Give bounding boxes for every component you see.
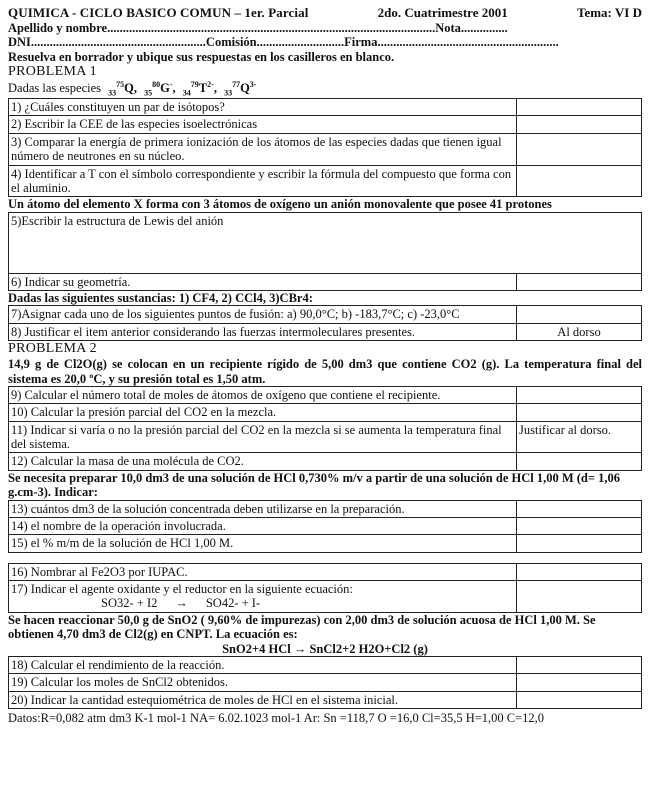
exam-title: QUIMICA - CICLO BASICO COMUN – 1er. Parcial <box>8 5 309 20</box>
question-row-1 <box>9 99 642 116</box>
firma-label: Firma <box>344 35 378 50</box>
question-19: 19) Calcular los moles de SnCl2 obtenidos. <box>9 674 517 691</box>
p2-table-d <box>8 656 642 709</box>
answer-box-7[interactable] <box>517 306 642 323</box>
question-row-16 <box>9 563 642 580</box>
question-4: 4) Identificar a T con el símbolo correspondiente y escribir la fórmula del compuesto que forma con el aluminio. <box>9 165 517 197</box>
species-q77: $_{33}^{77}Q^{3-}$ <box>224 80 257 98</box>
species-intro: Dadas las especies <box>8 81 102 96</box>
question-1: 1) ¿Cuáles constituyen un par de isótopos? <box>9 99 517 116</box>
question-9: 9) Calcular el número total de moles de átomos de oxígeno que contiene el recipiente. <box>9 386 517 403</box>
problema2-intro: 14,9 g de Cl2O(g) se colocan en un recipiente rígido de 5,00 dm3 que contiene CO2 (g). La temperatura final del sistema es 20,0 ºC, y su presión total es 1,50 atm. <box>8 357 642 386</box>
answer-box-4[interactable] <box>517 165 642 197</box>
question-12: 12) Calcular la masa de una molécula de CO2. <box>9 453 517 470</box>
answer-box-11[interactable]: Justificar al dorso. <box>517 421 642 453</box>
name-line[interactable]: Apellido y nombre.........................................................................................................Nota............... <box>8 20 508 35</box>
question-8: 8) Justificar el item anterior considerando las fuerzas intermoleculares presentes. <box>9 323 517 340</box>
species-line <box>8 80 642 98</box>
question-3: 3) Comparar la energía de primera ionización de los átomos de las especies dadas que tienen igual número de neutrones en su núcleo. <box>9 133 517 165</box>
redox-reactants: SO32- + I2 <box>101 596 158 611</box>
p2-table-b <box>8 500 642 553</box>
hcl-statement: Se necesita preparar 10,0 dm3 de una solución de HCl 0,730% m/v a partir de una solución de HCl 1,00 M (d= 1,06 g.cm-3). Indicar: <box>8 470 621 500</box>
answer-box-18[interactable] <box>517 656 642 673</box>
question-11: 11) Indicar si varía o no la presión parcial del CO2 en la mezcla si se aumenta la temperatura final del sistema. <box>9 421 517 453</box>
answer-box-8[interactable]: Al dorso <box>517 323 642 340</box>
p1-table-c <box>8 305 642 341</box>
datos-line: Datos:R=0,082 atm dm3 K-1 mol-1 NA= 6.02.1023 mol-1 Ar: Sn =118,7 O =16,0 Cl=35,5 H=1,00 C=12,0 <box>8 711 545 726</box>
answer-box-20[interactable] <box>517 691 642 708</box>
question-6: 6) Indicar su geometría. <box>9 273 517 290</box>
question-row-5 <box>9 212 642 273</box>
redox-products: SO42- + I- <box>205 596 261 611</box>
question-7: 7)Asignar cada uno de los siguientes puntos de fusión: a) 90,0°C; b) -183,7°C; c) -23,0°C <box>9 306 517 323</box>
species-t79: $_{34}^{79}T^{2-}$, <box>182 80 217 98</box>
question-13: 13) cuántos dm3 de la solución concentrada deben utilizarse en la preparación. <box>9 500 517 517</box>
question-row-17 <box>9 581 642 613</box>
question-row-14 <box>9 517 642 534</box>
apellido-label: Apellido y nombre <box>8 20 108 35</box>
sno2-equation: SnO2+4 HCl → SnCl2+2 H2O+Cl2 (g) <box>222 641 428 656</box>
question-20: 20) Indicar la cantidad estequiométrica de moles de HCl en el sistema inicial. <box>9 691 517 708</box>
question-row-3 <box>9 133 642 165</box>
species-q75: $_{33}^{75}$Q, <box>108 80 138 98</box>
instructions: Resuelva en borrador y ubique sus respuestas en los casilleros en blanco. <box>8 49 395 64</box>
question-row-6 <box>9 273 642 290</box>
question-17-text: 17) Indicar el agente oxidante y el reductor en la siguiente ecuación: <box>11 582 353 597</box>
answer-box-14[interactable] <box>517 517 642 534</box>
redox-equation <box>11 596 514 610</box>
question-row-12 <box>9 453 642 470</box>
answer-box-6[interactable] <box>517 273 642 290</box>
p1-table-b <box>8 212 642 291</box>
question-row-4 <box>9 165 642 197</box>
id-line[interactable]: DNI........................................................Comisión............................Firma.......................................................... <box>8 35 559 50</box>
problema1-title: PROBLEMA 1 <box>8 64 97 80</box>
exam-term: 2do. Cuatrimestre 2001 <box>377 5 508 20</box>
question-5[interactable]: 5)Escribir la estructura de Lewis del anión <box>9 212 642 273</box>
answer-box-19[interactable] <box>517 674 642 691</box>
answer-box-1[interactable] <box>517 99 642 116</box>
substances-statement: Dadas las siguientes sustancias: 1) CF4, 2) CCl4, 3)CBr4: <box>8 291 313 305</box>
question-15: 15) el % m/m de la solución de HCl 1,00 M. <box>9 535 517 552</box>
question-row-9 <box>9 386 642 403</box>
answer-box-15[interactable] <box>517 535 642 552</box>
atom-statement: Un átomo del elemento X forma con 3 átomos de oxígeno un anión monovalente que posee 41 protones <box>8 197 552 212</box>
answer-box-10[interactable] <box>517 404 642 421</box>
sno2-statement: Se hacen reaccionar 50,0 g de SnO2 ( 9,60% de impurezas) con 2,00 dm3 de solución acuosa de HCl 1,00 M. Se obtienen 4,70 dm3 de Cl2(g) en CNPT. La ecuación es: <box>8 612 596 642</box>
question-row-13 <box>9 500 642 517</box>
dni-label: DNI <box>8 35 31 50</box>
answer-box-17[interactable] <box>517 581 642 613</box>
answer-box-12[interactable] <box>517 453 642 470</box>
exam-tema: Tema: VI D <box>576 5 642 20</box>
question-row-18 <box>9 656 642 673</box>
question-2: 2) Escribir la CEE de las especies isoelectrónicas <box>9 116 517 133</box>
question-row-7 <box>9 306 642 323</box>
question-row-8 <box>9 323 642 340</box>
p1-table-a <box>8 98 642 197</box>
species-g80: $_{35}^{80}$G-, <box>144 80 176 98</box>
answer-box-16[interactable] <box>517 563 642 580</box>
redox-arrow: → <box>175 596 188 611</box>
question-row-2 <box>9 116 642 133</box>
problema2-title: PROBLEMA 2 <box>8 341 97 357</box>
question-17 <box>9 581 517 613</box>
answer-box-2[interactable] <box>517 116 642 133</box>
question-row-20 <box>9 691 642 708</box>
question-row-10 <box>9 404 642 421</box>
exam-header <box>8 6 642 21</box>
question-row-11 <box>9 421 642 453</box>
p2-table-a <box>8 386 642 471</box>
question-14: 14) el nombre de la operación involucrada. <box>9 517 517 534</box>
question-10: 10) Calcular la presión parcial del CO2 en la mezcla. <box>9 404 517 421</box>
question-row-15 <box>9 535 642 552</box>
question-row-19 <box>9 674 642 691</box>
answer-box-13[interactable] <box>517 500 642 517</box>
comision-label: Comisión <box>205 35 257 50</box>
nota-label: Nota <box>435 20 461 35</box>
question-16: 16) Nombrar al Fe2O3 por IUPAC. <box>9 563 517 580</box>
answer-box-9[interactable] <box>517 386 642 403</box>
question-18: 18) Calcular el rendimiento de la reacción. <box>9 656 517 673</box>
answer-box-3[interactable] <box>517 133 642 165</box>
p2-table-c <box>8 563 642 613</box>
